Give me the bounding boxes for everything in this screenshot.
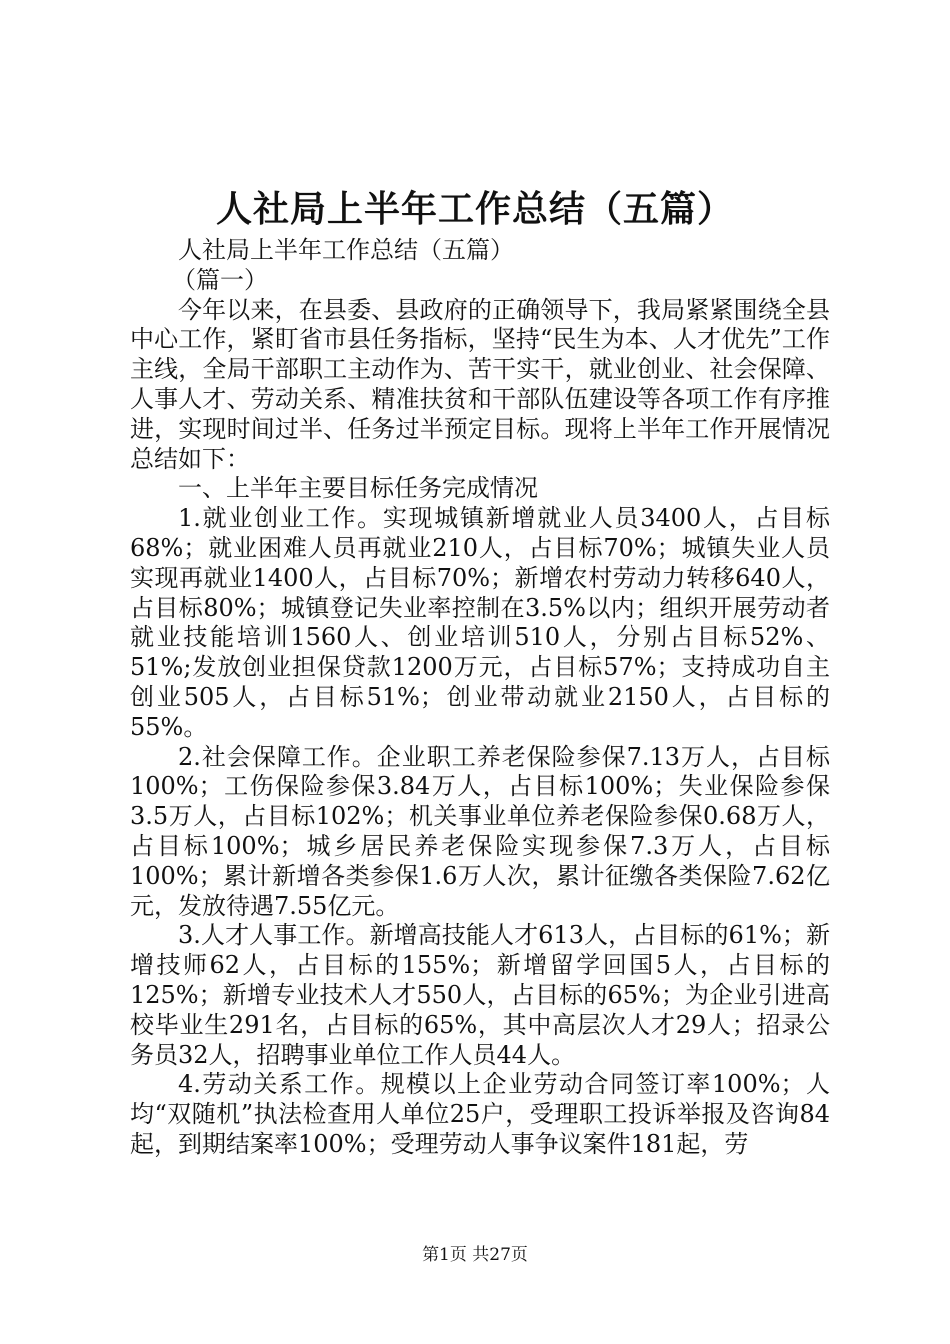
- employment-paragraph: 1.就业创业工作。实现城镇新增就业人员3400人，占目标68%；就业困难人员再就业210人，占目标70%；城镇失业人员实现再就业1400人，占目标70%；新增农村劳动力转移640人，占目标80%；城镇登记失业率控制在3.5%以内；组织开展劳动者就业技能培训1560人、创业培训510人，分别占目标52%、51%;发放创业担保贷款1200万元，占目标57%；支持成功自主创业505人，占目标51%；创业带动就业2150人，占目标的55%。: [130, 504, 830, 741]
- intro-paragraph: 今年以来，在县委、县政府的正确领导下，我局紧紧围绕全县中心工作，紧盯省市县任务指标，坚持“民生为本、人才优先”工作主线，全局干部职工主动作为、苦干实干，就业创业、社会保障、人事人才、劳动关系、精准扶贫和干部队伍建设等各项工作有序推进，实现时间过半、任务过半预定目标。现将上半年工作开展情况总结如下：: [130, 295, 830, 473]
- document-body: [130, 236, 830, 1160]
- social-security-paragraph: 2.社会保障工作。企业职工养老保险参保7.13万人，占目标100%；工伤保险参保3.84万人，占目标100%；失业保险参保3.5万人，占目标102%；机关事业单位养老保险参保0.68万人，占目标100%；城乡居民养老保险实现参保7.3万人，占目标100%；累计新增各类参保1.6万人次，累计征缴各类保险7.62亿元，发放待遇7.55亿元。: [130, 742, 830, 920]
- subtitle-paragraph: 人社局上半年工作总结（五篇）: [178, 236, 514, 264]
- document-title: 人社局上半年工作总结（五篇）: [215, 188, 734, 230]
- talent-paragraph: 3.人才人事工作。新增高技能人才613人，占目标的61%；新增技师62人，占目标的155%；新增留学回国5人，占目标的125%；新增专业技术人才550人，占目标的65%；为企业引进高校毕业生291名，占目标的65%，其中高层次人才29人；招录公务员32人，招聘事业单位工作人员44人。: [130, 921, 830, 1069]
- section-heading-paragraph: 一、上半年主要目标任务完成情况: [178, 474, 538, 503]
- section-label-paragraph: （篇一）: [172, 265, 268, 294]
- page-footer: 第1页 共27页: [422, 1245, 528, 1265]
- labor-relations-paragraph: 4.劳动关系工作。规模以上企业劳动合同签订率100%；人均“双随机”执法检查用人单位25户，受理职工投诉举报及咨询84起，到期结案率100%；受理劳动人事争议案件181起，劳: [130, 1070, 830, 1158]
